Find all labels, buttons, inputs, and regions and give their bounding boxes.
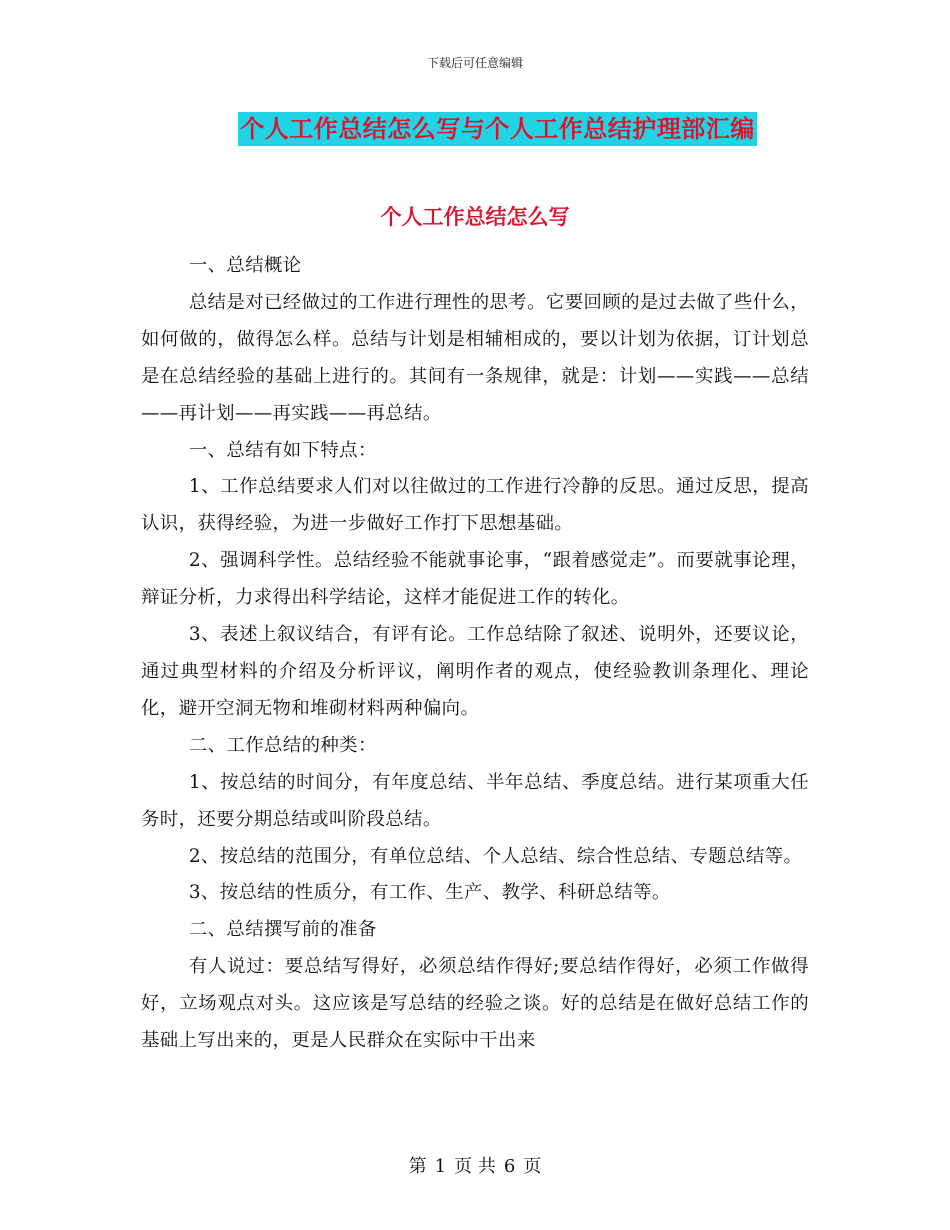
paragraph: 1、按总结的时间分，有年度总结、半年总结、季度总结。进行某项重大任务时，还要分期总结或叫阶段总结。 [141, 771, 809, 830]
document-body [141, 248, 809, 1060]
section-title: 个人工作总结怎么写 [380, 204, 570, 229]
page-label-suffix: 页 [523, 1156, 542, 1177]
page-label-mid: 页 共 [454, 1156, 496, 1177]
paragraph: 2、按总结的范围分，有单位总结、个人总结、综合性总结、专题总结等。 [188, 845, 803, 867]
page-label-prefix: 第 [408, 1156, 427, 1177]
paragraph: 2、强调科学性。总结经验不能就事论事，“跟着感觉走”。而要就事论理，辩证分析，力求得出科学结论，这样才能促进工作的转化。 [141, 550, 809, 609]
page-number: 1 [434, 1156, 447, 1177]
paragraph: 1、工作总结要求人们对以往做过的工作进行冷静的反思。通过反思，提高认识，获得经验，为进一步做好工作打下思想基础。 [141, 476, 809, 535]
main-title: 个人工作总结怎么写与个人工作总结护理部汇编 [238, 112, 757, 146]
page-footer [0, 1152, 950, 1178]
paragraph: 总结是对已经做过的工作进行理性的思考。它要回顾的是过去做了些什么，如何做的，做得怎么样。总结与计划是相辅相成的，要以计划为依据，订计划总是在总结经验的基础上进行的。其间有一条规律，就是：计划——实践——总结——再计划——再实践——再总结。 [141, 291, 809, 424]
paragraph: 3、按总结的性质分，有工作、生产、教学、科研总结等。 [188, 882, 671, 904]
total-pages: 6 [503, 1156, 516, 1177]
paragraph: 有人说过：要总结写得好，必须总结作得好;要总结作得好，必须工作做得好，立场观点对头。这应该是写总结的经验之谈。好的总结是在做好总结工作的基础上写出来的，更是人民群众在实际中干出来 [141, 956, 809, 1052]
paragraph: 3、表述上叙议结合，有评有论。工作总结除了叙述、说明外，还要议论，通过典型材料的介绍及分析评议，阐明作者的观点，使经验教训条理化、理论化，避开空洞无物和堆砌材料两种偏向。 [141, 624, 809, 719]
heading-overview: 一、总结概论 [188, 255, 302, 276]
header-note: 下载后可任意编辑 [426, 56, 523, 70]
heading-preparation: 二、总结撰写前的准备 [188, 919, 377, 941]
heading-types: 二、工作总结的种类： [188, 734, 377, 756]
heading-features: 一、总结有如下特点： [188, 439, 377, 461]
main-title-container [0, 112, 950, 146]
